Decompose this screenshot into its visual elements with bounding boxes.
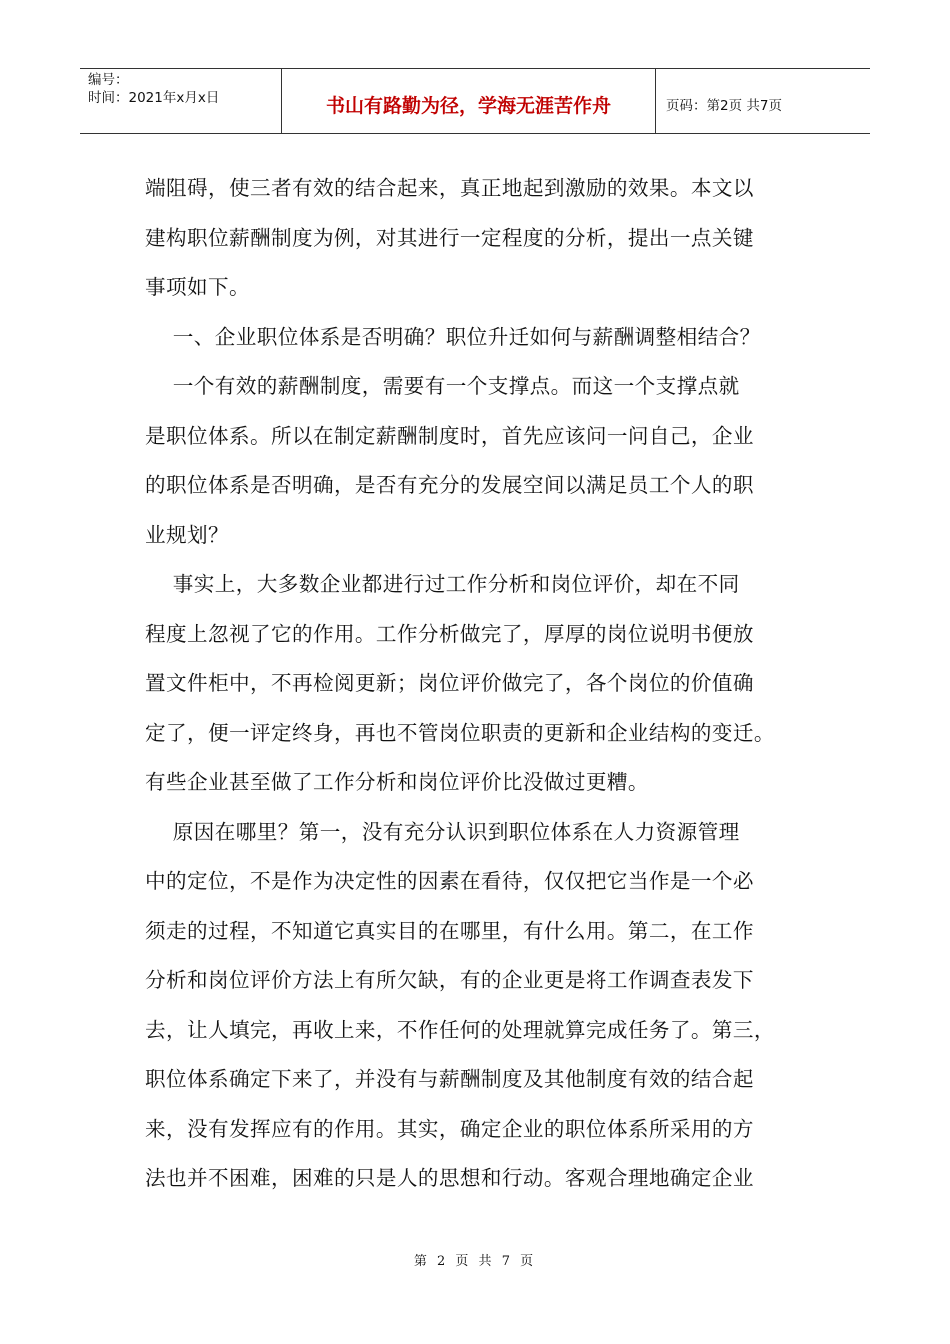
body-line: 端阻碍，使三者有效的结合起来，真正地起到激励的效果。本文以 (145, 176, 754, 200)
header-page-info: 页码：第2页 共7页 (666, 98, 782, 114)
body-paragraph (145, 164, 810, 1204)
body-line: 分析和岗位评价方法上有所欠缺，有的企业更是将工作调查表发下 (145, 968, 754, 992)
page-header (80, 68, 870, 134)
section-heading: 一、企业职位体系是否明确？职位升迁如何与薪酬调整相结合？ (145, 324, 761, 349)
body-line: 定了，便一评定终身，再也不管岗位职责的更新和企业结构的变迁。 (145, 720, 775, 745)
document-number-label: 编号： (88, 72, 129, 88)
body-line: 置文件柜中，不再检阅更新；岗位评价做完了，各个岗位的价值确 (145, 671, 754, 695)
body-line: 来，没有发挥应有的作用。其实，确定企业的职位体系所采用的方 (145, 1116, 754, 1141)
header-motto: 书山有路勤为径，学海无涯苦作舟 (282, 69, 656, 133)
page-footer: 第 2 页 共 7 页 (413, 1254, 537, 1269)
body-line: 事项如下。 (145, 275, 250, 299)
body-line: 程度上忽视了它的作用。工作分析做完了，厚厚的岗位说明书便放 (145, 621, 754, 646)
body-line: 建构职位薪酬制度为例，对其进行一定程度的分析，提出一点关键 (145, 225, 754, 250)
body-line: 须走的过程，不知道它真实目的在哪里，有什么用。第二，在工作 (145, 918, 754, 943)
body-line: 事实上，大多数企业都进行过工作分析和岗位评价，却在不同 (145, 572, 740, 596)
body-line: 法也并不困难，困难的只是人的思想和行动。客观合理地确定企业 (145, 1166, 754, 1190)
body-line: 去，让人填完，再收上来，不作任何的处理就算完成任务了。第三， (145, 1017, 775, 1042)
body-line: 职位体系确定下来了，并没有与薪酬制度及其他制度有效的结合起 (145, 1067, 754, 1091)
header-meta (80, 69, 282, 133)
body-line: 原因在哪里？第一，没有充分认识到职位体系在人力资源管理 (145, 819, 740, 844)
body-line: 有些企业甚至做了工作分析和岗位评价比没做过更糟。 (145, 770, 649, 794)
body-line: 是职位体系。所以在制定薪酬制度时，首先应该问一问自己，企业 (145, 423, 754, 448)
document-time-label: 时间：2021年x月x日 (88, 90, 220, 106)
body-line: 业规划？ (145, 522, 229, 547)
body-line: 的职位体系是否明确，是否有充分的发展空间以满足员工个人的职 (145, 473, 754, 497)
body-line: 一个有效的薪酬制度，需要有一个支撑点。而这一个支撑点就 (145, 374, 740, 398)
document-body (145, 164, 810, 1204)
body-line: 中的定位，不是作为决定性的因素在看待，仅仅把它当作是一个必 (145, 869, 754, 893)
